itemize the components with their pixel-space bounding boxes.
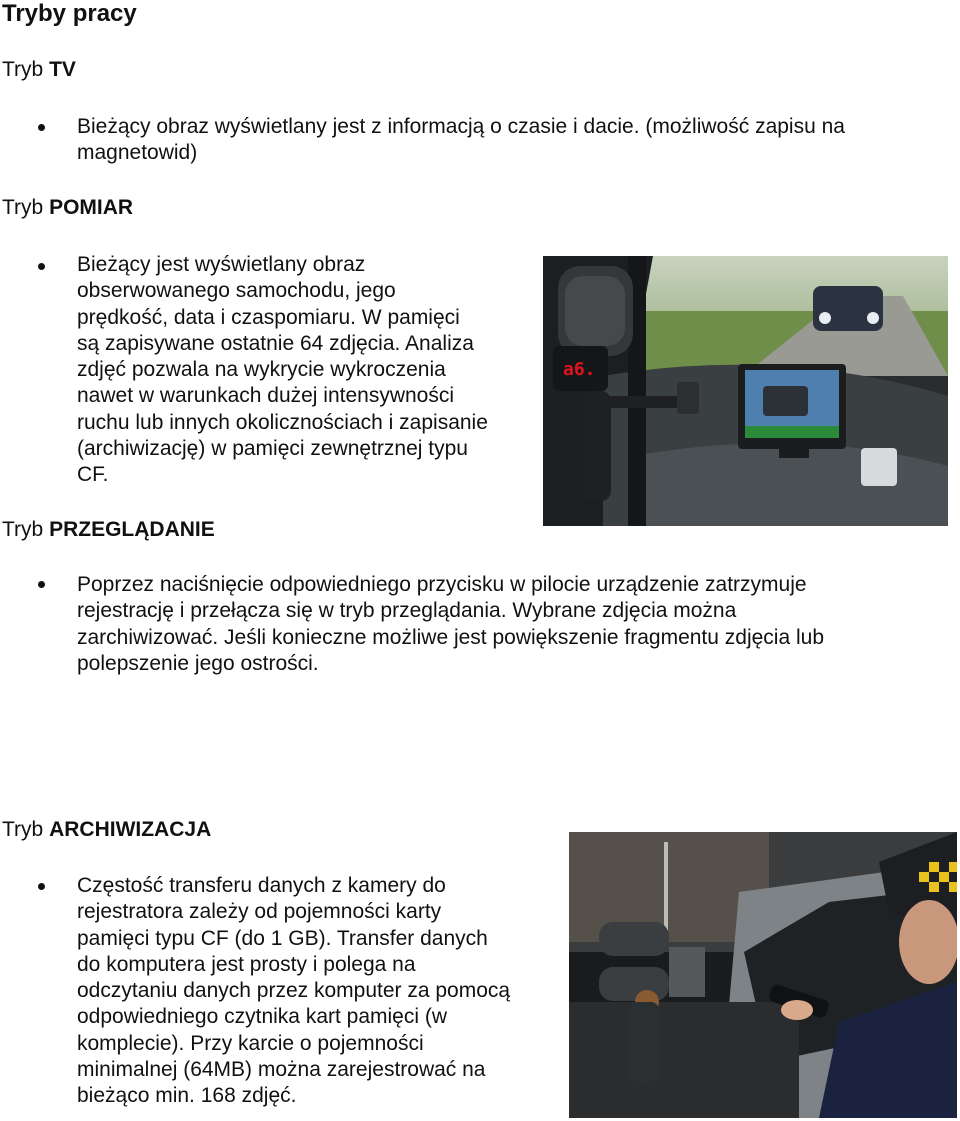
svg-text:a6.: a6. — [563, 359, 596, 380]
text-line: Bieżący obraz wyświetlany jest z informacją o czasie i dacie. (możliwość zapisu na — [77, 115, 845, 138]
text-line: odczytaniu danych przez komputer za pomocą — [77, 979, 511, 1003]
text-line: pamięci typu CF (do 1 GB). Transfer danych — [77, 926, 488, 950]
bullet-icon — [38, 124, 45, 131]
text-line: rejestratora zależy od pojemności karty — [77, 900, 442, 924]
bullet-icon — [38, 581, 45, 588]
section-heading-archiwizacja — [2, 818, 211, 842]
mode-prefix: Tryb — [2, 58, 44, 81]
text-line: (archiwizację) w pamięci zewnętrznej typu — [77, 437, 468, 461]
mode-name: POMIAR — [49, 196, 134, 219]
text-line: prędkość, data i czaspomiaru. W pamięci — [77, 305, 460, 329]
text-line: komplecie). Przy karcie o pojemności — [77, 1031, 424, 1055]
text-line: Częstość transferu danych z kamery do — [77, 874, 446, 897]
text-line: Bieżący jest wyświetlany obraz — [77, 253, 366, 276]
text-line: są zapisywane ostatnie 64 zdjęcia. Analiza — [77, 331, 474, 355]
paragraph-pomiar — [77, 252, 488, 489]
text-line: rejestrację i przełącza się w tryb przeglądania. Wybrane zdjęcia można — [77, 599, 737, 623]
text-line: nawet w warunkach dużej intensywności — [77, 384, 455, 408]
text-line: ruchu lub innych okolicznościach i zapisanie — [77, 410, 488, 434]
text-line: CF. — [77, 463, 109, 487]
officer-remote-photo — [569, 832, 957, 1118]
section-heading-tv — [2, 58, 76, 82]
paragraph-tv — [77, 114, 845, 167]
text-line: zdjęć pozwala na wykrycie wykroczenia — [77, 358, 446, 382]
text-line: polepszenie jego ostrości. — [77, 651, 319, 675]
text-line: do komputera jest prosty i polega na — [77, 952, 416, 976]
paragraph-archiwizacja — [77, 873, 510, 1110]
mode-prefix: Tryb — [2, 518, 44, 541]
text-line: bieżąco min. 168 zdjęć. — [77, 1084, 297, 1108]
section-heading-pomiar — [2, 196, 133, 220]
page-title: Tryby pracy — [2, 0, 137, 27]
mode-prefix: Tryb — [2, 196, 44, 219]
dashboard-camera-photo — [543, 256, 948, 526]
mode-name: PRZEGLĄDANIE — [49, 518, 215, 541]
section-heading-przegladanie — [2, 518, 215, 542]
text-line: obserwowanego samochodu, jego — [77, 279, 396, 303]
text-line: minimalnej (64MB) można zarejestrować na — [77, 1058, 486, 1082]
text-line: zarchiwizować. Jeśli konieczne możliwe jest powiększenie fragmentu zdjęcia lub — [77, 625, 824, 649]
bullet-icon — [38, 883, 45, 890]
text-line: Poprzez naciśnięcie odpowiedniego przycisku w pilocie urządzenie zatrzymuje — [77, 573, 807, 596]
mode-name: TV — [49, 58, 76, 81]
mode-name: ARCHIWIZACJA — [49, 818, 212, 841]
text-line: odpowiedniego czytnika kart pamięci (w — [77, 1005, 448, 1029]
text-line: magnetowid) — [77, 141, 198, 165]
bullet-icon — [38, 263, 45, 270]
mode-prefix: Tryb — [2, 818, 44, 841]
paragraph-przegladanie — [77, 572, 824, 677]
